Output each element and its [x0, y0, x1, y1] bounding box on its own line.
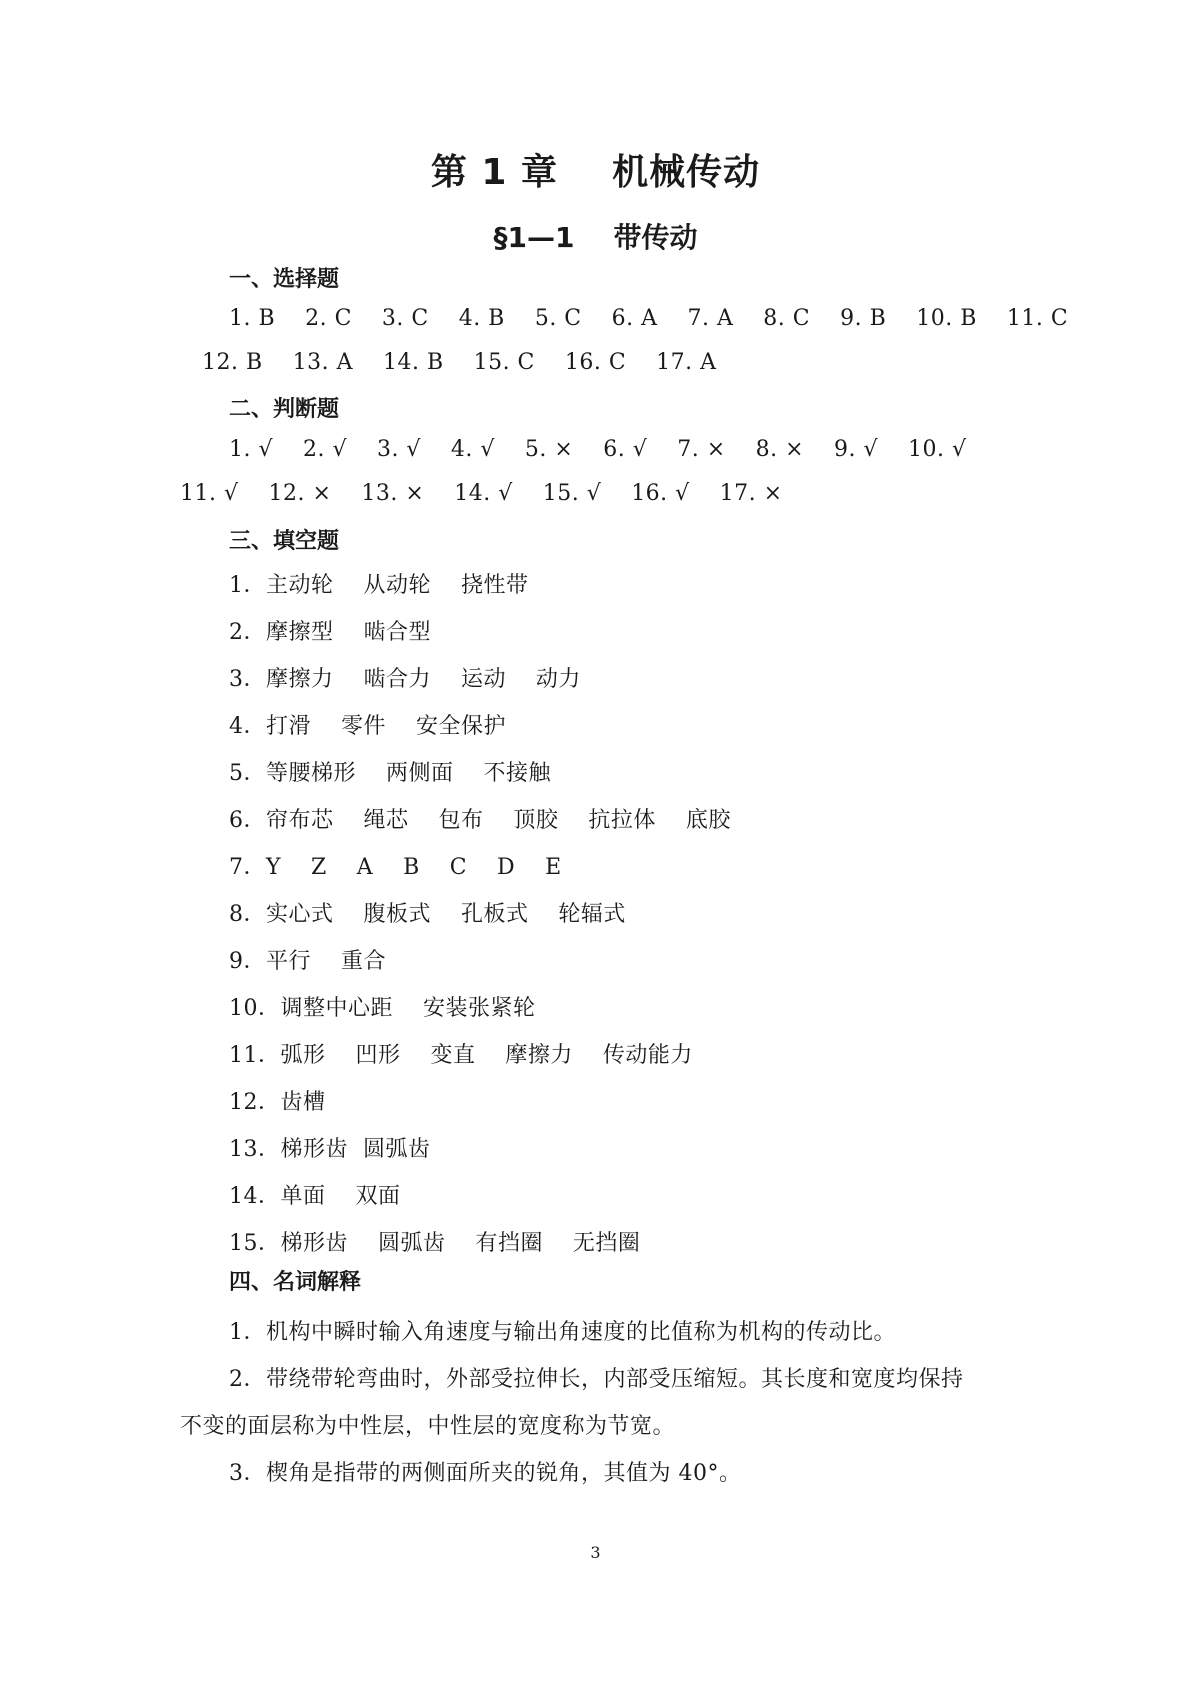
fill-item-11: 11．弧形 凹形 变直 摩擦力 传动能力	[229, 1043, 693, 1068]
section-title: §1—1 带传动	[493, 221, 698, 254]
terms-line-1: 1．机构中瞬时输入角速度与输出角速度的比值称为机构的传动比。	[229, 1320, 896, 1345]
heading-terms: 四、名词解释	[229, 1270, 362, 1295]
fill-item-4: 4．打滑 零件 安全保护	[229, 714, 506, 739]
fill-item-10: 10．调整中心距 安装张紧轮	[229, 996, 536, 1021]
terms-line-3: 不变的面层称为中性层，中性层的宽度称为节宽。	[180, 1414, 676, 1439]
choice-answers-line-2: 12. B 13. A 14. B 15. C 16. C 17. A	[202, 350, 717, 375]
fill-item-6: 6．帘布芯 绳芯 包布 顶胶 抗拉体 底胶	[229, 808, 731, 833]
fill-item-13: 13．梯形齿 圆弧齿	[229, 1137, 431, 1162]
judge-answers-line-1: 1. √ 2. √ 3. √ 4. √ 5. × 6. √ 7. × 8. × 9. √ 10. √	[229, 437, 967, 462]
page-number: 3	[590, 1543, 601, 1562]
judge-answers-line-2: 11. √ 12. × 13. × 14. √ 15. √ 16. √ 17. ×	[180, 481, 783, 506]
fill-item-2: 2．摩擦型 啮合型	[229, 620, 431, 645]
fill-item-8: 8．实心式 腹板式 孔板式 轮辐式	[229, 902, 626, 927]
fill-item-9: 9．平行 重合	[229, 949, 386, 974]
chapter-title: 第 1 章 机械传动	[430, 152, 761, 193]
heading-judge: 二、判断题	[229, 397, 340, 422]
heading-choice: 一、选择题	[229, 267, 340, 292]
choice-answers-line-1: 1. B 2. C 3. C 4. B 5. C 6. A 7. A 8. C 9. B 10. B 11. C	[229, 306, 1069, 331]
fill-item-12: 12．齿槽	[229, 1090, 326, 1115]
fill-item-5: 5．等腰梯形 两侧面 不接触	[229, 761, 551, 786]
fill-item-7: 7．Y Z A B C D E	[229, 855, 562, 880]
fill-item-14: 14．单面 双面	[229, 1184, 401, 1209]
terms-line-4: 3．楔角是指带的两侧面所夹的锐角，其值为 40°。	[229, 1461, 742, 1486]
terms-line-2: 2．带绕带轮弯曲时，外部受拉伸长，内部受压缩短。其长度和宽度均保持	[229, 1367, 964, 1392]
heading-fill: 三、填空题	[229, 529, 340, 554]
fill-item-3: 3．摩擦力 啮合力 运动 动力	[229, 667, 581, 692]
fill-item-1: 1．主动轮 从动轮 挠性带	[229, 573, 529, 598]
fill-item-15: 15．梯形齿 圆弧齿 有挡圈 无挡圈	[229, 1231, 641, 1256]
